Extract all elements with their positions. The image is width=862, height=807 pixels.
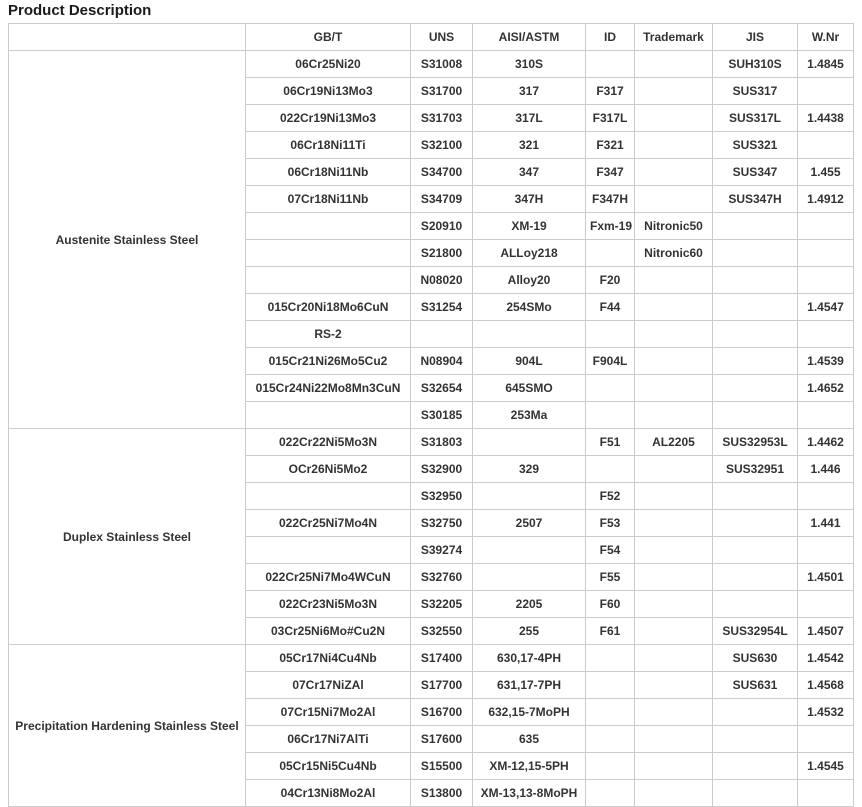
cell-id: F347H	[586, 186, 635, 213]
cell-uns: S20910	[411, 213, 473, 240]
cell-id	[586, 51, 635, 78]
cell-jis	[713, 726, 798, 753]
cell-aisi-astm	[473, 564, 586, 591]
cell-uns: N08904	[411, 348, 473, 375]
cell-gb-t: 022Cr19Ni13Mo3	[246, 105, 411, 132]
steel-grade-comparison-table	[8, 23, 854, 807]
table-row	[9, 645, 854, 672]
cell-trademark: AL2205	[635, 429, 713, 456]
table-header	[9, 24, 854, 51]
cell-jis	[713, 213, 798, 240]
cell-jis	[713, 537, 798, 564]
cell-id	[586, 672, 635, 699]
cell-jis	[713, 294, 798, 321]
cell-jis: SUS630	[713, 645, 798, 672]
cell-trademark	[635, 78, 713, 105]
category-cell-precipitation-hardening-stainless-steel: Precipitation Hardening Stainless Steel	[9, 645, 246, 807]
cell-uns: S34709	[411, 186, 473, 213]
cell-aisi-astm	[473, 321, 586, 348]
cell-gb-t: 06Cr17Ni7AlTi	[246, 726, 411, 753]
cell-trademark	[635, 510, 713, 537]
cell-w-nr: 1.4438	[798, 105, 854, 132]
cell-jis: SUS347	[713, 159, 798, 186]
cell-uns: S15500	[411, 753, 473, 780]
cell-jis	[713, 780, 798, 807]
cell-gb-t	[246, 483, 411, 510]
cell-uns: S32654	[411, 375, 473, 402]
cell-w-nr: 1.4507	[798, 618, 854, 645]
cell-id: F347	[586, 159, 635, 186]
cell-trademark	[635, 51, 713, 78]
cell-gb-t: 06Cr18Ni11Nb	[246, 159, 411, 186]
cell-gb-t: 06Cr18Ni11Ti	[246, 132, 411, 159]
cell-aisi-astm: 321	[473, 132, 586, 159]
cell-gb-t: 06Cr19Ni13Mo3	[246, 78, 411, 105]
cell-id: F51	[586, 429, 635, 456]
cell-w-nr: 1.4547	[798, 294, 854, 321]
cell-uns: S32900	[411, 456, 473, 483]
cell-jis	[713, 510, 798, 537]
cell-w-nr	[798, 213, 854, 240]
cell-id	[586, 456, 635, 483]
cell-w-nr	[798, 78, 854, 105]
cell-gb-t: 07Cr17NiZAl	[246, 672, 411, 699]
cell-gb-t: 022Cr25Ni7Mo4WCuN	[246, 564, 411, 591]
cell-w-nr: 1.455	[798, 159, 854, 186]
cell-id	[586, 780, 635, 807]
cell-trademark	[635, 591, 713, 618]
cell-jis	[713, 564, 798, 591]
cell-trademark	[635, 618, 713, 645]
cell-jis	[713, 402, 798, 429]
cell-uns: S13800	[411, 780, 473, 807]
cell-w-nr	[798, 537, 854, 564]
cell-w-nr	[798, 240, 854, 267]
cell-trademark	[635, 105, 713, 132]
cell-aisi-astm: 2205	[473, 591, 586, 618]
cell-gb-t: 07Cr15Ni7Mo2Al	[246, 699, 411, 726]
cell-uns: S31008	[411, 51, 473, 78]
cell-uns: N08020	[411, 267, 473, 294]
cell-aisi-astm: XM-12,15-5PH	[473, 753, 586, 780]
column-header-uns: UNS	[411, 24, 473, 51]
cell-gb-t: 015Cr24Ni22Mo8Mn3CuN	[246, 375, 411, 402]
cell-w-nr: 1.4568	[798, 672, 854, 699]
cell-aisi-astm: 329	[473, 456, 586, 483]
cell-gb-t	[246, 240, 411, 267]
cell-jis: SUS631	[713, 672, 798, 699]
cell-jis	[713, 321, 798, 348]
cell-aisi-astm: 310S	[473, 51, 586, 78]
cell-uns: S31700	[411, 78, 473, 105]
cell-trademark	[635, 672, 713, 699]
cell-w-nr	[798, 483, 854, 510]
cell-jis	[713, 699, 798, 726]
cell-uns: S32100	[411, 132, 473, 159]
cell-aisi-astm: XM-13,13-8MoPH	[473, 780, 586, 807]
cell-uns: S39274	[411, 537, 473, 564]
cell-aisi-astm	[473, 429, 586, 456]
cell-jis	[713, 483, 798, 510]
cell-id: F317	[586, 78, 635, 105]
cell-jis: SUS32951	[713, 456, 798, 483]
cell-w-nr	[798, 267, 854, 294]
cell-id: Fxm-19	[586, 213, 635, 240]
cell-id	[586, 753, 635, 780]
cell-gb-t: 05Cr17Ni4Cu4Nb	[246, 645, 411, 672]
cell-id	[586, 375, 635, 402]
cell-aisi-astm: 347H	[473, 186, 586, 213]
cell-trademark	[635, 726, 713, 753]
cell-w-nr: 1.4845	[798, 51, 854, 78]
cell-gb-t: 05Cr15Ni5Cu4Nb	[246, 753, 411, 780]
column-header-aisi-astm: AISI/ASTM	[473, 24, 586, 51]
cell-uns: S32205	[411, 591, 473, 618]
cell-w-nr: 1.4462	[798, 429, 854, 456]
cell-aisi-astm: 632,15-7MoPH	[473, 699, 586, 726]
cell-aisi-astm: 635	[473, 726, 586, 753]
cell-id: F321	[586, 132, 635, 159]
cell-jis	[713, 753, 798, 780]
cell-gb-t: 015Cr20Ni18Mo6CuN	[246, 294, 411, 321]
cell-gb-t: 06Cr25Ni20	[246, 51, 411, 78]
cell-id	[586, 726, 635, 753]
cell-trademark	[635, 159, 713, 186]
cell-gb-t	[246, 213, 411, 240]
cell-trademark	[635, 780, 713, 807]
cell-uns: S32760	[411, 564, 473, 591]
cell-gb-t: 07Cr18Ni11Nb	[246, 186, 411, 213]
cell-id: F317L	[586, 105, 635, 132]
cell-gb-t: OCr26Ni5Mo2	[246, 456, 411, 483]
cell-id: F54	[586, 537, 635, 564]
cell-gb-t	[246, 537, 411, 564]
cell-w-nr	[798, 591, 854, 618]
cell-aisi-astm: 631,17-7PH	[473, 672, 586, 699]
category-cell-duplex-stainless-steel: Duplex Stainless Steel	[9, 429, 246, 645]
column-header-w-nr: W.Nr	[798, 24, 854, 51]
cell-aisi-astm: 317L	[473, 105, 586, 132]
table-row	[9, 51, 854, 78]
cell-id: F44	[586, 294, 635, 321]
cell-jis: SUS321	[713, 132, 798, 159]
cell-aisi-astm: 255	[473, 618, 586, 645]
column-header-id: ID	[586, 24, 635, 51]
cell-aisi-astm: 645SMO	[473, 375, 586, 402]
cell-w-nr: 1.446	[798, 456, 854, 483]
cell-uns	[411, 321, 473, 348]
cell-w-nr: 1.4912	[798, 186, 854, 213]
cell-aisi-astm: 2507	[473, 510, 586, 537]
cell-jis	[713, 375, 798, 402]
cell-trademark	[635, 321, 713, 348]
cell-w-nr	[798, 780, 854, 807]
cell-w-nr	[798, 402, 854, 429]
cell-gb-t: 022Cr25Ni7Mo4N	[246, 510, 411, 537]
cell-trademark	[635, 402, 713, 429]
cell-id: F60	[586, 591, 635, 618]
cell-aisi-astm: 253Ma	[473, 402, 586, 429]
cell-uns: S32550	[411, 618, 473, 645]
cell-w-nr: 1.4542	[798, 645, 854, 672]
cell-gb-t	[246, 402, 411, 429]
cell-jis: SUS317	[713, 78, 798, 105]
cell-trademark: Nitronic60	[635, 240, 713, 267]
cell-jis: SUS347H	[713, 186, 798, 213]
cell-trademark	[635, 132, 713, 159]
cell-uns: S31803	[411, 429, 473, 456]
cell-trademark	[635, 348, 713, 375]
cell-id: F61	[586, 618, 635, 645]
cell-trademark	[635, 537, 713, 564]
cell-jis: SUS32954L	[713, 618, 798, 645]
cell-w-nr: 1.4545	[798, 753, 854, 780]
column-header-gb-t: GB/T	[246, 24, 411, 51]
column-header-category	[9, 24, 246, 51]
section-title: Product Description	[8, 2, 152, 19]
cell-uns: S16700	[411, 699, 473, 726]
cell-trademark	[635, 294, 713, 321]
cell-trademark: Nitronic50	[635, 213, 713, 240]
cell-uns: S17600	[411, 726, 473, 753]
table-row	[9, 429, 854, 456]
cell-trademark	[635, 753, 713, 780]
cell-jis: SUH310S	[713, 51, 798, 78]
cell-aisi-astm: XM-19	[473, 213, 586, 240]
cell-w-nr	[798, 132, 854, 159]
cell-id	[586, 321, 635, 348]
cell-gb-t: 015Cr21Ni26Mo5Cu2	[246, 348, 411, 375]
cell-gb-t: 022Cr22Ni5Mo3N	[246, 429, 411, 456]
column-header-jis: JIS	[713, 24, 798, 51]
cell-w-nr: 1.4652	[798, 375, 854, 402]
cell-trademark	[635, 186, 713, 213]
cell-id	[586, 699, 635, 726]
cell-trademark	[635, 375, 713, 402]
cell-aisi-astm: Alloy20	[473, 267, 586, 294]
cell-id	[586, 645, 635, 672]
cell-gb-t: 04Cr13Ni8Mo2Al	[246, 780, 411, 807]
cell-jis	[713, 267, 798, 294]
cell-id: F904L	[586, 348, 635, 375]
cell-trademark	[635, 564, 713, 591]
cell-gb-t: 03Cr25Ni6Mo#Cu2N	[246, 618, 411, 645]
cell-uns: S30185	[411, 402, 473, 429]
cell-aisi-astm: 347	[473, 159, 586, 186]
cell-w-nr	[798, 726, 854, 753]
cell-id: F53	[586, 510, 635, 537]
cell-uns: S31703	[411, 105, 473, 132]
cell-aisi-astm: ALLoy218	[473, 240, 586, 267]
cell-jis: SUS32953L	[713, 429, 798, 456]
cell-jis	[713, 240, 798, 267]
cell-w-nr: 1.4539	[798, 348, 854, 375]
cell-uns: S32750	[411, 510, 473, 537]
cell-trademark	[635, 456, 713, 483]
cell-aisi-astm: 904L	[473, 348, 586, 375]
cell-gb-t: RS-2	[246, 321, 411, 348]
cell-jis	[713, 348, 798, 375]
cell-jis: SUS317L	[713, 105, 798, 132]
cell-aisi-astm: 630,17-4PH	[473, 645, 586, 672]
cell-id	[586, 402, 635, 429]
cell-aisi-astm: 317	[473, 78, 586, 105]
category-cell-austenite-stainless-steel: Austenite Stainless Steel	[9, 51, 246, 429]
cell-id: F52	[586, 483, 635, 510]
cell-w-nr: 1.441	[798, 510, 854, 537]
cell-gb-t	[246, 267, 411, 294]
cell-id: F55	[586, 564, 635, 591]
cell-w-nr: 1.4532	[798, 699, 854, 726]
cell-aisi-astm: 254SMo	[473, 294, 586, 321]
cell-gb-t: 022Cr23Ni5Mo3N	[246, 591, 411, 618]
cell-uns: S31254	[411, 294, 473, 321]
cell-id: F20	[586, 267, 635, 294]
header-row	[9, 24, 854, 51]
cell-id	[586, 240, 635, 267]
cell-jis	[713, 591, 798, 618]
column-header-trademark: Trademark	[635, 24, 713, 51]
cell-uns: S17700	[411, 672, 473, 699]
cell-w-nr: 1.4501	[798, 564, 854, 591]
cell-w-nr	[798, 321, 854, 348]
cell-aisi-astm	[473, 483, 586, 510]
cell-uns: S17400	[411, 645, 473, 672]
cell-uns: S21800	[411, 240, 473, 267]
cell-aisi-astm	[473, 537, 586, 564]
cell-trademark	[635, 483, 713, 510]
cell-uns: S34700	[411, 159, 473, 186]
cell-trademark	[635, 699, 713, 726]
table-body	[9, 51, 854, 807]
cell-trademark	[635, 645, 713, 672]
cell-trademark	[635, 267, 713, 294]
cell-uns: S32950	[411, 483, 473, 510]
